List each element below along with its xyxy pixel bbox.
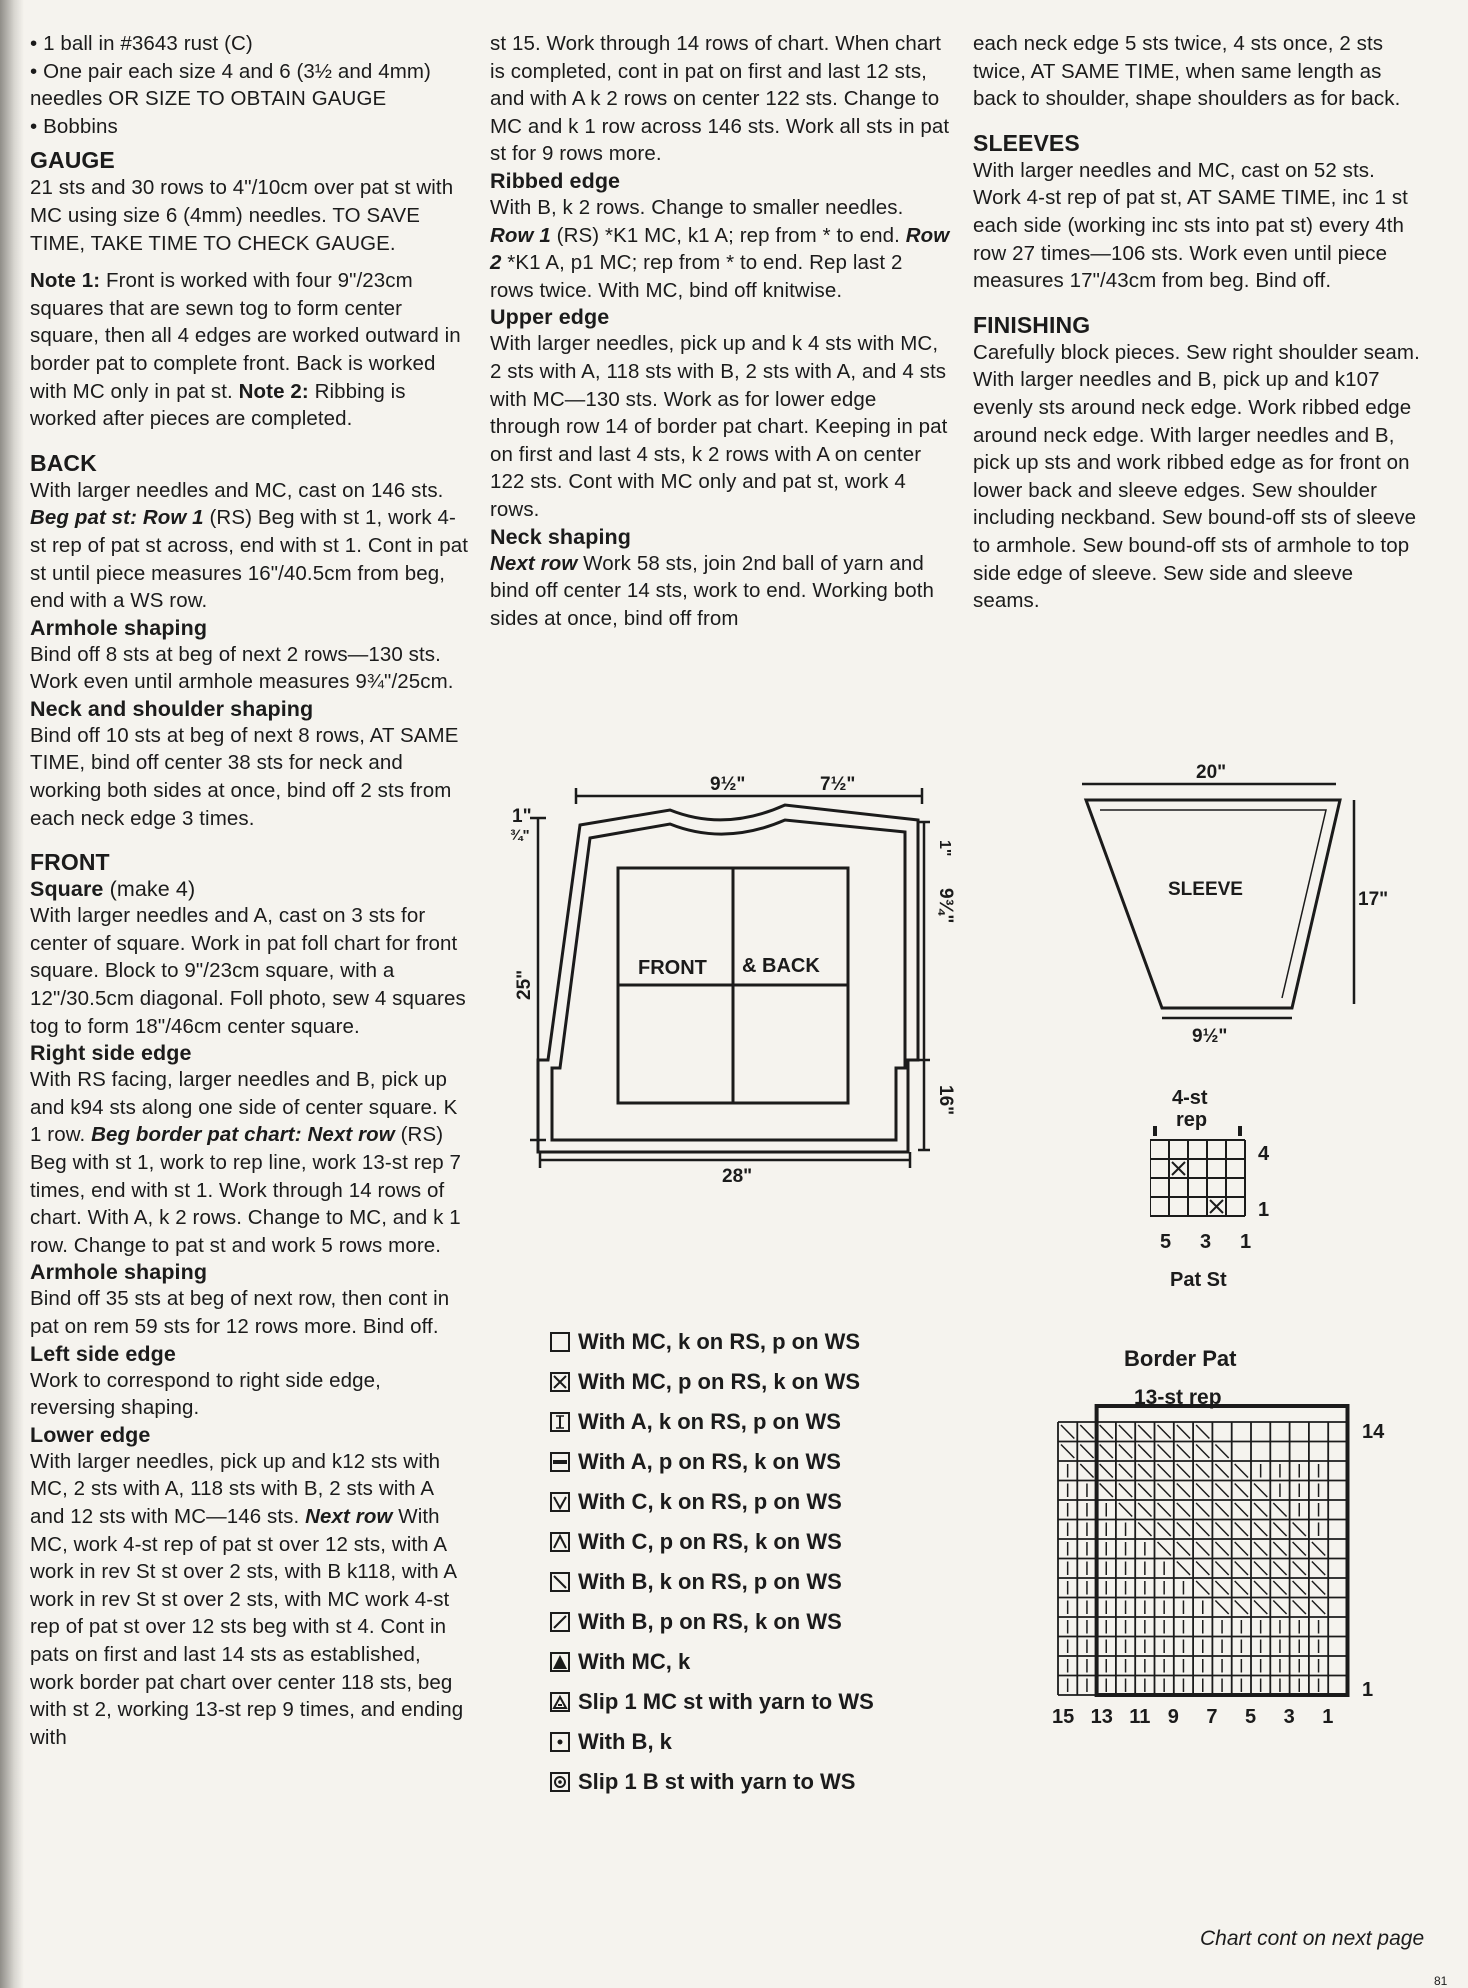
legend-text: With C, p on RS, k on WS (578, 1529, 842, 1554)
b-stitch-mark (1138, 1503, 1151, 1517)
pat-st-col-1: 1 (1240, 1231, 1252, 1253)
b-stitch-mark (1293, 1601, 1306, 1615)
subheading-armhole: Armhole shaping (30, 615, 208, 640)
b-stitch-mark (1215, 1503, 1228, 1517)
legend-text: With A, p on RS, k on WS (578, 1449, 841, 1474)
b-stitch-mark (1061, 1425, 1074, 1439)
b-stitch-mark (1119, 1445, 1132, 1459)
b-stitch-mark (1293, 1581, 1306, 1595)
legend-symbol-x-icon (550, 1372, 570, 1392)
b-stitch-mark (1215, 1542, 1228, 1556)
b-stitch-mark (1215, 1445, 1228, 1459)
border-grid (1058, 1406, 1348, 1695)
note-1-text: Front is worked with four 9"/23cm squares that are sewn tog to form center square, then all 4 edges are worked outward in border pat to complete front. Back is worked with MC only in pat st. (30, 269, 461, 403)
dim-length: 25" (514, 969, 535, 1000)
b-stitch-mark (1196, 1542, 1209, 1556)
b-stitch-mark (1158, 1464, 1171, 1478)
b-stitch-mark (1273, 1523, 1286, 1537)
left-side-edge-text: Work to correspond to right side edge, reversing shaping. (30, 1368, 381, 1420)
notes-paragraph (30, 267, 470, 433)
note-2-text: Ribbing is worked after pieces are completed. (30, 379, 406, 431)
b-stitch-mark (1254, 1581, 1267, 1595)
legend-symbol-filltri-icon (550, 1652, 570, 1672)
legend-symbol-v-icon (550, 1492, 570, 1512)
material-item: • One pair each size 4 and 6 (3½ and 4mm) needles OR SIZE TO OBTAIN GAUGE (30, 59, 431, 111)
subheading-lower-edge: Lower edge (30, 1422, 151, 1447)
legend-symbol-empty-icon (550, 1332, 570, 1352)
section-heading-front: FRONT (30, 849, 110, 876)
b-stitch-mark (1177, 1523, 1190, 1537)
right-side-edge-text (30, 1066, 470, 1259)
b-stitch-mark (1080, 1464, 1093, 1478)
b-stitch-mark (1254, 1484, 1267, 1498)
material-item: • Bobbins (30, 114, 118, 138)
legend-row (550, 1522, 950, 1562)
note-2-label: Note 2: (238, 379, 309, 403)
border-col-label: 15 (1052, 1706, 1075, 1728)
b-stitch-mark (1273, 1601, 1286, 1615)
legend-row (550, 1682, 950, 1722)
subheading-armhole-front: Armhole shaping (30, 1260, 208, 1285)
page-gutter-shadow (0, 0, 24, 1988)
b-stitch-mark (1196, 1484, 1209, 1498)
rib-part: *K1 A, p1 MC; rep from * to end. Rep last 2 rows twice. With MC, bind off knitwise. (490, 251, 903, 302)
b-stitch-mark (1235, 1503, 1248, 1517)
armhole-text: Bind off 8 sts at beg of next 2 rows—130 sts. Work even until armhole measures 9¾"/25cm. (30, 642, 454, 694)
rse-lead: Beg border pat chart: (91, 1123, 302, 1147)
gauge-text: 21 sts and 30 rows to 4"/10cm over pat st with MC using size 6 (4mm) needles. TO SAVE TIME, TAKE TIME TO CHECK GAUGE. (30, 176, 454, 255)
b-stitch-mark (1215, 1523, 1228, 1537)
section-heading-finishing: FINISHING (973, 311, 1091, 338)
b-stitch-mark (1215, 1601, 1228, 1615)
dim-armhole: 9¾" (935, 888, 956, 924)
pat-st-rep-1: 4-st (1172, 1087, 1208, 1109)
b-stitch-mark (1215, 1562, 1228, 1576)
sleeve-bottom-label: 9½" (1192, 1026, 1228, 1047)
b-stitch-mark (1196, 1464, 1209, 1478)
pat-st-col-3: 3 (1200, 1231, 1212, 1253)
legend-row (550, 1642, 950, 1682)
square-sub: (make 4) (103, 877, 196, 902)
b-stitch-mark (1080, 1425, 1093, 1439)
b-stitch-mark (1254, 1601, 1267, 1615)
rib-part: With B, k 2 rows. Change to smaller needles. (490, 195, 904, 219)
b-stitch-mark (1254, 1503, 1267, 1517)
pat-st-row-top: 4 (1258, 1143, 1270, 1165)
subheading-neck-shaping: Neck shaping (490, 524, 631, 549)
b-stitch-mark (1138, 1425, 1151, 1439)
pat-st-grid (1150, 1126, 1245, 1216)
dim-shoulder-2: ¾" (510, 827, 530, 844)
b-stitch-mark (1119, 1425, 1132, 1439)
rib-part: (RS) *K1 MC, k1 A; rep from * to end. (550, 223, 906, 247)
b-stitch-mark (1119, 1464, 1132, 1478)
b-stitch-mark (1312, 1562, 1325, 1576)
b-stitch-mark (1312, 1601, 1325, 1615)
stitch-legend (550, 1322, 950, 1802)
column-3 (973, 30, 1425, 615)
b-stitch-mark (1138, 1445, 1151, 1459)
b-stitch-mark (1273, 1503, 1286, 1517)
b-stitch-mark (1273, 1542, 1286, 1556)
back-text (30, 477, 470, 615)
continued-text: each neck edge 5 sts twice, 4 sts once, 2 sts twice, AT SAME TIME, when same length as back to shoulder, shape shoulders as for back. (973, 32, 1401, 111)
b-stitch-mark (1119, 1503, 1132, 1517)
legend-row (550, 1482, 950, 1522)
rse-part: With RS facing, larger needles and B, pick up and k94 sts along one side of center square. K 1 row. (30, 1068, 458, 1147)
sleeve-schematic (1060, 760, 1400, 1060)
legend-symbol-backslash-icon (550, 1572, 570, 1592)
legend-symbol-vbar-icon (550, 1412, 570, 1432)
b-stitch-mark (1158, 1425, 1171, 1439)
b-stitch-mark (1158, 1542, 1171, 1556)
b-stitch-mark (1235, 1562, 1248, 1576)
nshape-part: Work 58 sts, join 2nd ball of yarn and bind off center 14 sts, work to end. Working both sides at once, bind off from (490, 551, 934, 630)
continued-text: st 15. Work through 14 rows of chart. When chart is completed, cont in pat on first and last 12 sts, and with A k 2 rows on center 122 sts. Change to MC and k 1 row across 146 sts. Work all sts in pat st for 9 rows more. (490, 32, 950, 166)
sleeve-label: SLEEVE (1168, 879, 1243, 900)
legend-text: Slip 1 B st with yarn to WS (578, 1769, 856, 1794)
back-text-part: With larger needles and MC, cast on 146 sts. (30, 478, 444, 502)
square-text: With larger needles and A, cast on 3 sts for center of square. Work in pat foll chart for front square. Block to 9"/23cm square, with a 12"/30.5cm diagonal. Foll photo, sew 4 squares tog to form 18"/46cm center square. (30, 904, 466, 1038)
rse-lead: Next row (307, 1123, 395, 1147)
lower-part: With larger needles, pick up and k12 sts with MC, 2 sts with A, 118 sts with B, 2 sts with A and 12 sts with MC—146 sts. (30, 1449, 441, 1528)
section-heading-gauge: GAUGE (30, 147, 115, 174)
b-stitch-mark (1293, 1562, 1306, 1576)
outer-outline (538, 805, 918, 1152)
b-stitch-mark (1215, 1484, 1228, 1498)
front-back-schematic (500, 760, 960, 1190)
sleeve-length-label: 17" (1358, 889, 1389, 910)
b-stitch-mark (1177, 1484, 1190, 1498)
legend-symbol-dot-icon (550, 1732, 570, 1752)
b-stitch-mark (1273, 1562, 1286, 1576)
neck-shaping-text (490, 550, 950, 633)
legend-symbol-ring-icon (550, 1772, 570, 1792)
border-pat-title: Border Pat (1124, 1346, 1237, 1371)
lower-edge-text (30, 1448, 470, 1752)
b-stitch-mark (1235, 1542, 1248, 1556)
b-stitch-mark (1177, 1464, 1190, 1478)
legend-row (550, 1402, 950, 1442)
back-label: & BACK (742, 955, 820, 977)
rib-lead: Row 1 (490, 223, 551, 247)
border-rep-label: 13-st rep (1134, 1386, 1222, 1409)
legend-row (550, 1602, 950, 1642)
legend-row (550, 1722, 950, 1762)
pat-st-rep-2: rep (1176, 1109, 1208, 1131)
b-stitch-mark (1196, 1503, 1209, 1517)
front-label: FRONT (638, 957, 707, 979)
subheading-ribbed-edge: Ribbed edge (490, 168, 621, 193)
note-1-label: Note 1: (30, 269, 101, 293)
border-col-label: 5 (1245, 1706, 1257, 1728)
legend-row (550, 1442, 950, 1482)
square-head: Square (30, 877, 104, 902)
footer-note: Chart cont on next page (1200, 1927, 1425, 1950)
column-1 (30, 30, 470, 1751)
rib-lead: Row 2 (490, 223, 950, 275)
legend-text: With B, k (578, 1729, 672, 1754)
b-stitch-mark (1158, 1445, 1171, 1459)
pat-st-title: Pat St (1170, 1269, 1227, 1291)
b-stitch-mark (1196, 1425, 1209, 1439)
b-stitch-mark (1254, 1523, 1267, 1537)
b-stitch-mark (1138, 1484, 1151, 1498)
neck-shoulder-text: Bind off 10 sts at beg of next 8 rows, AT SAME TIME, bind off center 38 sts for neck and working both sides at once, bind off 2 sts from each neck edge 3 times. (30, 723, 459, 830)
border-col-label: 9 (1167, 1706, 1179, 1728)
ribbed-edge-text (490, 194, 950, 304)
b-stitch-mark (1138, 1464, 1151, 1478)
b-stitch-mark (1080, 1445, 1093, 1459)
b-stitch-mark (1158, 1503, 1171, 1517)
material-item: • 1 ball in #3643 rust (C) (30, 32, 253, 55)
b-stitch-mark (1061, 1445, 1074, 1459)
b-stitch-mark (1138, 1523, 1151, 1537)
legend-text: With B, k on RS, p on WS (578, 1569, 842, 1594)
subheading-neck-shoulder: Neck and shoulder shaping (30, 696, 314, 721)
finishing-text: Carefully block pieces. Sew right shoulder seam. With larger needles and B, pick up and k107 evenly sts around neck edge. Work ribbed edge around neck edge. With larger needles and B, pick up sts and work ribbed edge as for front on lower back and sleeve edges. Sew shoulder including neckband. Sew bound-off sts of sleeve to armhole. Sew bound-off sts of armhole to top side edge of sleeve. Sew side and sleeve seams. (973, 340, 1420, 613)
x-stitch-mark (1210, 1200, 1223, 1213)
legend-text: Slip 1 MC st with yarn to WS (578, 1689, 874, 1714)
border-row-top: 14 (1362, 1421, 1385, 1443)
b-stitch-mark (1273, 1581, 1286, 1595)
pat-st-chart (1150, 1080, 1270, 1300)
subheading-left-side-edge: Left side edge (30, 1341, 176, 1366)
sleeve-outline (1086, 800, 1340, 1008)
b-stitch-mark (1158, 1523, 1171, 1537)
legend-symbol-slash-icon (550, 1612, 570, 1632)
dim-right-top: 1" (936, 840, 953, 857)
b-stitch-mark (1100, 1445, 1113, 1459)
legend-text: With MC, k on RS, p on WS (578, 1329, 861, 1354)
pat-st-row-bottom: 1 (1258, 1199, 1270, 1221)
pat-st-col-5: 5 (1160, 1231, 1172, 1253)
dim-width: 28" (722, 1166, 753, 1187)
border-col-label: 11 (1129, 1706, 1151, 1728)
b-stitch-mark (1100, 1484, 1113, 1498)
column-2 (490, 30, 950, 632)
b-stitch-mark (1293, 1523, 1306, 1537)
border-col-label: 3 (1283, 1706, 1295, 1728)
b-stitch-mark (1177, 1562, 1190, 1576)
upper-edge-text: With larger needles, pick up and k 4 sts with MC, 2 sts with A, 118 sts with B, 2 sts with A, and 4 sts with MC—130 sts. Work as for lower edge through row 14 of border pat chart. Keeping in pat on first and last 4 sts, k 2 rows with A on center 122 sts. Cont with MC only and pat st, work 4 rows. (490, 332, 948, 521)
lower-lead: Next row (305, 1504, 393, 1528)
legend-symbol-tri-icon (550, 1532, 570, 1552)
legend-row (550, 1762, 950, 1802)
b-stitch-mark (1235, 1601, 1248, 1615)
dim-shoulder-1: 1" (512, 806, 532, 827)
b-stitch-mark (1215, 1581, 1228, 1595)
page-number: 81 (1434, 1974, 1448, 1988)
rse-part: (RS) Beg with st 1, work to rep line, work 13-st rep 7 times, end with st 1. Work through 14 rows of chart. With A, k 2 rows. Change to MC, and k 1 row. Change to pat st and work 5 rows more. (30, 1123, 462, 1257)
legend-row (550, 1362, 950, 1402)
border-pat-chart (1050, 1342, 1410, 1732)
legend-row (550, 1562, 950, 1602)
border-col-label: 13 (1090, 1706, 1113, 1728)
legend-text: With B, p on RS, k on WS (578, 1609, 842, 1634)
legend-text: With MC, k (578, 1649, 691, 1674)
b-stitch-mark (1254, 1562, 1267, 1576)
subheading-square (30, 876, 470, 902)
section-heading-back: BACK (30, 449, 97, 476)
x-stitch-mark (1172, 1162, 1185, 1175)
b-stitch-mark (1196, 1523, 1209, 1537)
b-stitch-mark (1235, 1464, 1248, 1478)
legend-row (550, 1322, 950, 1362)
back-text-part: (RS) Beg with st 1, work 4-st rep of pat st across, end with st 1. Cont in pat st until piece measures 16"/40.5cm from beg, end with a WS row. (30, 506, 469, 613)
sleeve-top-label: 20" (1196, 762, 1227, 783)
subheading-right-side-edge: Right side edge (30, 1041, 192, 1066)
b-stitch-mark (1177, 1542, 1190, 1556)
border-col-label: 1 (1322, 1706, 1334, 1728)
b-stitch-mark (1312, 1542, 1325, 1556)
b-stitch-mark (1119, 1484, 1132, 1498)
dim-body: 16" (935, 1085, 956, 1116)
b-stitch-mark (1177, 1445, 1190, 1459)
b-stitch-mark (1158, 1484, 1171, 1498)
legend-text: With MC, p on RS, k on WS (578, 1369, 861, 1394)
border-col-label: 7 (1206, 1706, 1218, 1728)
b-stitch-mark (1196, 1445, 1209, 1459)
b-stitch-mark (1100, 1464, 1113, 1478)
section-heading-sleeves: SLEEVES (973, 129, 1080, 156)
dim-top-right: 7½" (820, 774, 856, 795)
b-stitch-mark (1254, 1542, 1267, 1556)
b-stitch-mark (1215, 1464, 1228, 1478)
b-stitch-mark (1235, 1484, 1248, 1498)
armhole-front-text: Bind off 35 sts at beg of next row, then cont in pat on rem 59 sts for 12 rows more. Bind off. (30, 1287, 450, 1338)
b-stitch-mark (1235, 1581, 1248, 1595)
sleeve-inner-outline (1100, 810, 1326, 998)
subheading-upper-edge: Upper edge (490, 305, 610, 330)
b-stitch-mark (1196, 1581, 1209, 1595)
b-stitch-mark (1177, 1503, 1190, 1517)
legend-symbol-hbar-icon (550, 1452, 570, 1472)
border-col-labels (1052, 1706, 1333, 1728)
legend-text: With A, k on RS, p on WS (578, 1409, 841, 1434)
border-row-bottom: 1 (1362, 1679, 1374, 1701)
b-stitch-mark (1312, 1581, 1325, 1595)
b-stitch-mark (1196, 1562, 1209, 1576)
legend-symbol-tri2-icon (550, 1692, 570, 1712)
b-stitch-mark (1293, 1542, 1306, 1556)
b-stitch-mark (1100, 1425, 1113, 1439)
sleeves-text: With larger needles and MC, cast on 52 sts. Work 4-st rep of pat st, AT SAME TIME, inc 1 st each side (working inc sts into pat st) every 4th row 27 times—106 sts. Work even until piece measures 17"/43cm from beg. Bind off. (973, 158, 1408, 293)
back-lead: Beg pat st: Row 1 (30, 506, 204, 530)
b-stitch-mark (1235, 1523, 1248, 1537)
legend-text: With C, k on RS, p on WS (578, 1489, 842, 1514)
dim-top-left: 9½" (710, 774, 746, 795)
lower-part: With MC, work 4-st rep of pat st over 12 sts, with A work in rev St st over 2 sts, with B k118, with A work in rev St st over 2 sts, with MC work 4-st rep of pat st over 12 sts beg with st 4. Cont in pats on first and last 14 sts as established, work border pat chart over center 118 sts, beg with st 2, working 13-st rep 9 times, and ending with (30, 1504, 464, 1749)
nshape-lead: Next row (490, 551, 578, 575)
b-stitch-mark (1177, 1425, 1190, 1439)
